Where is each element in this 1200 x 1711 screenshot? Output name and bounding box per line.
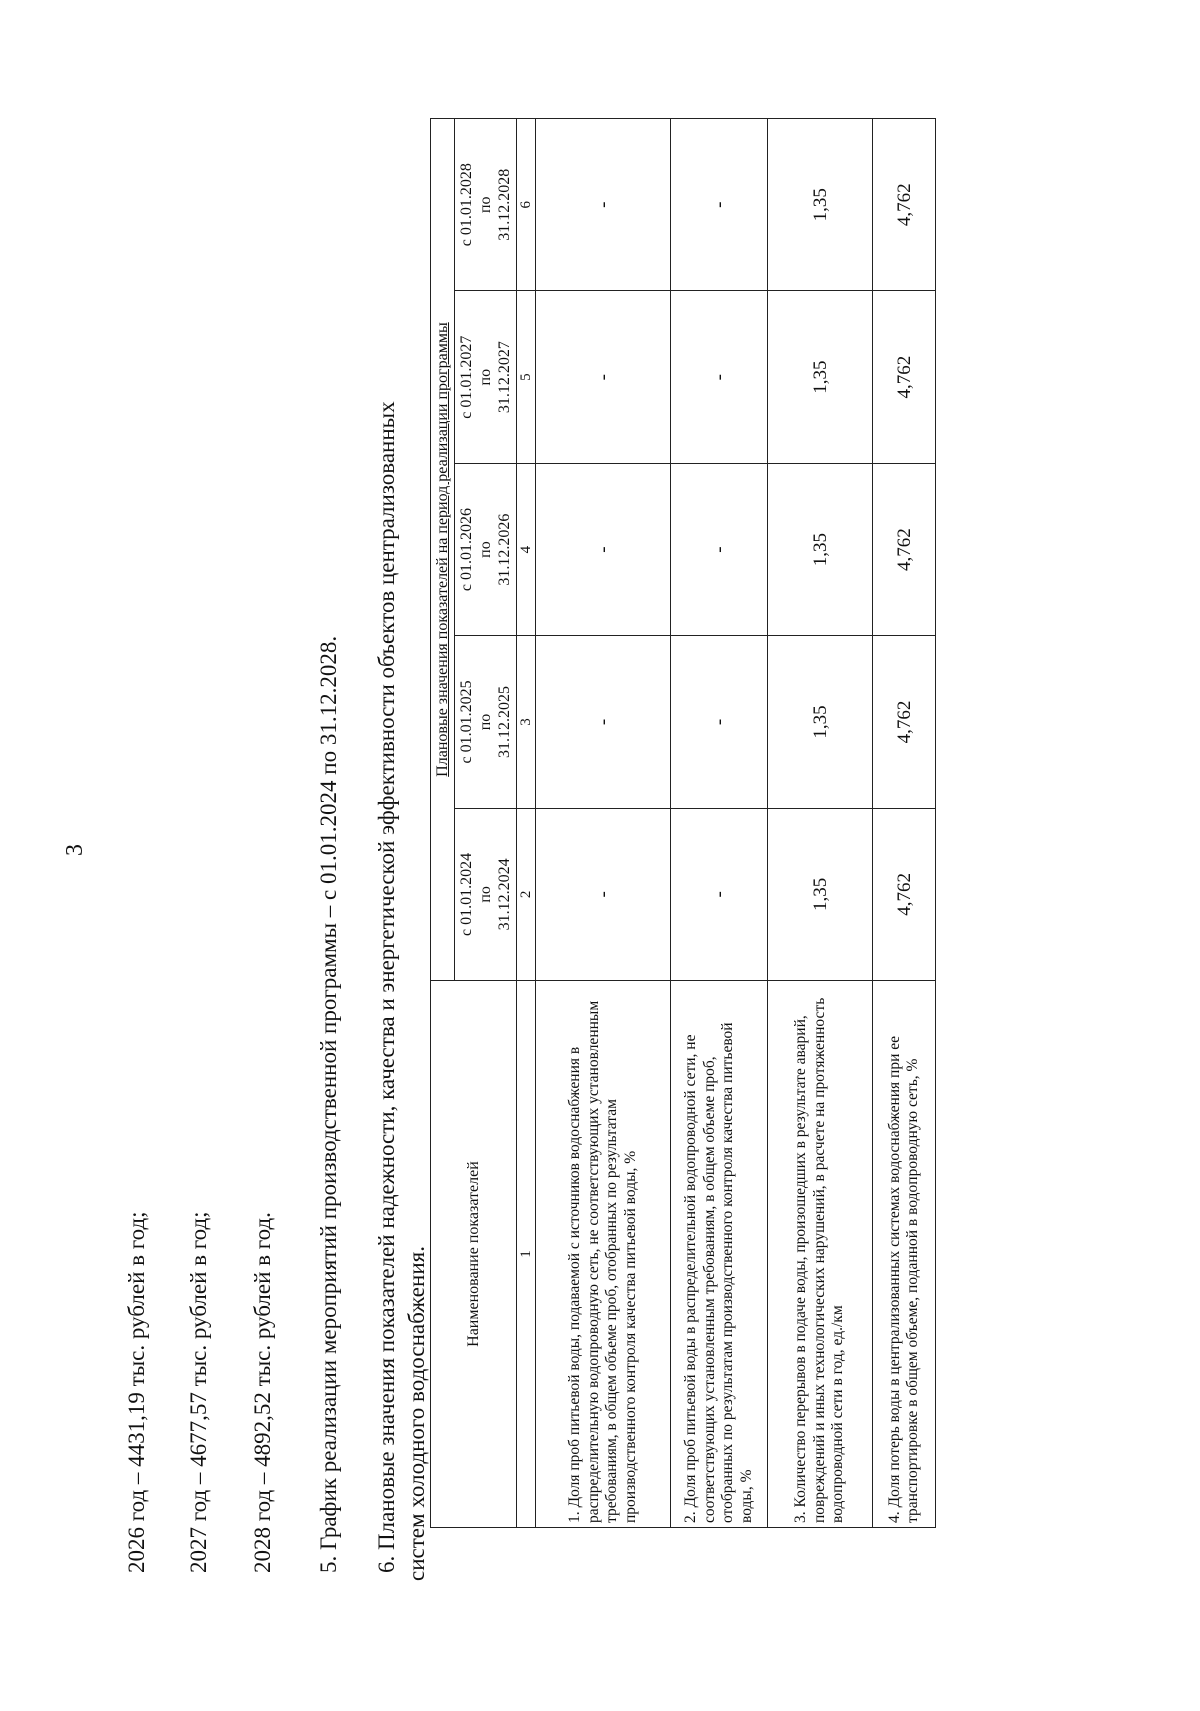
section-6-line-1: 6. Плановые значения показателей надежности, качества и энергетической эффективности объектов централизованных: [374, 401, 399, 1573]
indicator-value: -: [536, 119, 671, 291]
indicator-name: 1. Доля проб питьевой воды, подаваемой с источников водоснабжения в распределительную водопроводную сеть, не соответствующих установленным требованиям, в общем объеме проб, отобранных по результатам производственного контроля качества питьевой воды, %: [536, 981, 671, 1528]
indicator-value: -: [671, 291, 768, 463]
indicator-value: 4,762: [873, 119, 936, 291]
table-row: [768, 119, 873, 1528]
indicator-value: -: [536, 636, 671, 808]
column-number: 2: [517, 808, 536, 980]
indicator-value: 4,762: [873, 636, 936, 808]
budget-line-2028: 2028 год – 4892,52 тыс. рублей в год.: [250, 1212, 275, 1573]
period-header-2028: с 01.01.2028 по 31.12.2028: [455, 119, 517, 291]
period-header-2027: с 01.01.2027 по 31.12.2027: [455, 291, 517, 463]
section-6-line-2: систем холодного водоснабжения.: [404, 1246, 429, 1581]
indicator-name: 2. Доля проб питьевой воды в распределительной водопроводной сети, не соответствующих установленным требованиям, в общем объеме проб, отобранных по результатам производственного контроля качества питьевой воды, %: [671, 981, 768, 1528]
column-number: 3: [517, 636, 536, 808]
indicator-name: 3. Количество перерывов в подаче воды, произошедших в результате аварий, повреждений и иных технологических нарушений, в расчете на протяженность водопроводной сети в год, ед./км: [768, 981, 873, 1528]
indicator-name: 4. Доля потерь воды в централизованных системах водоснабжения при ее транспортировке в общем объеме, поданной в водопроводную сеть, %: [873, 981, 936, 1528]
page-number: 3: [62, 844, 88, 856]
indicator-value: -: [671, 808, 768, 980]
indicator-value: -: [536, 808, 671, 980]
budget-line-2026: 2026 год – 4431,19 тыс. рублей в год;: [124, 1211, 149, 1573]
table-row: [671, 119, 768, 1528]
column-number: 4: [517, 463, 536, 635]
indicator-value: 1,35: [768, 119, 873, 291]
indicator-value: -: [536, 291, 671, 463]
period-header-2025: с 01.01.2025 по 31.12.2025: [455, 636, 517, 808]
indicator-value: 4,762: [873, 808, 936, 980]
indicators-table: [430, 118, 936, 1528]
indicator-value: 1,35: [768, 636, 873, 808]
indicator-value: -: [671, 463, 768, 635]
table-row: [536, 119, 671, 1528]
indicator-value: -: [536, 463, 671, 635]
section-6-heading: [372, 133, 432, 1581]
period-header-2024: с 01.01.2024 по 31.12.2024: [455, 808, 517, 980]
indicator-value: 1,35: [768, 463, 873, 635]
column-number: 5: [517, 291, 536, 463]
period-header-2026: с 01.01.2026 по 31.12.2026: [455, 463, 517, 635]
column-number: 1: [517, 981, 536, 1528]
indicator-value: -: [671, 119, 768, 291]
indicator-value: 4,762: [873, 463, 936, 635]
column-number: 6: [517, 119, 536, 291]
planned-values-group-header: Плановые значения показателей на период реализации программы: [431, 119, 455, 981]
table-row: [873, 119, 936, 1528]
indicator-value: 1,35: [768, 291, 873, 463]
schedule-paragraph: 5. График реализации мероприятий производственной программы – с 01.01.2024 по 31.12.2028.: [316, 635, 341, 1573]
indicator-name-header: Наименование показателей: [431, 981, 517, 1528]
indicator-value: -: [671, 636, 768, 808]
budget-line-2027: 2027 год – 4677,57 тыс. рублей в год;: [186, 1211, 211, 1573]
indicator-value: 1,35: [768, 808, 873, 980]
indicator-value: 4,762: [873, 291, 936, 463]
